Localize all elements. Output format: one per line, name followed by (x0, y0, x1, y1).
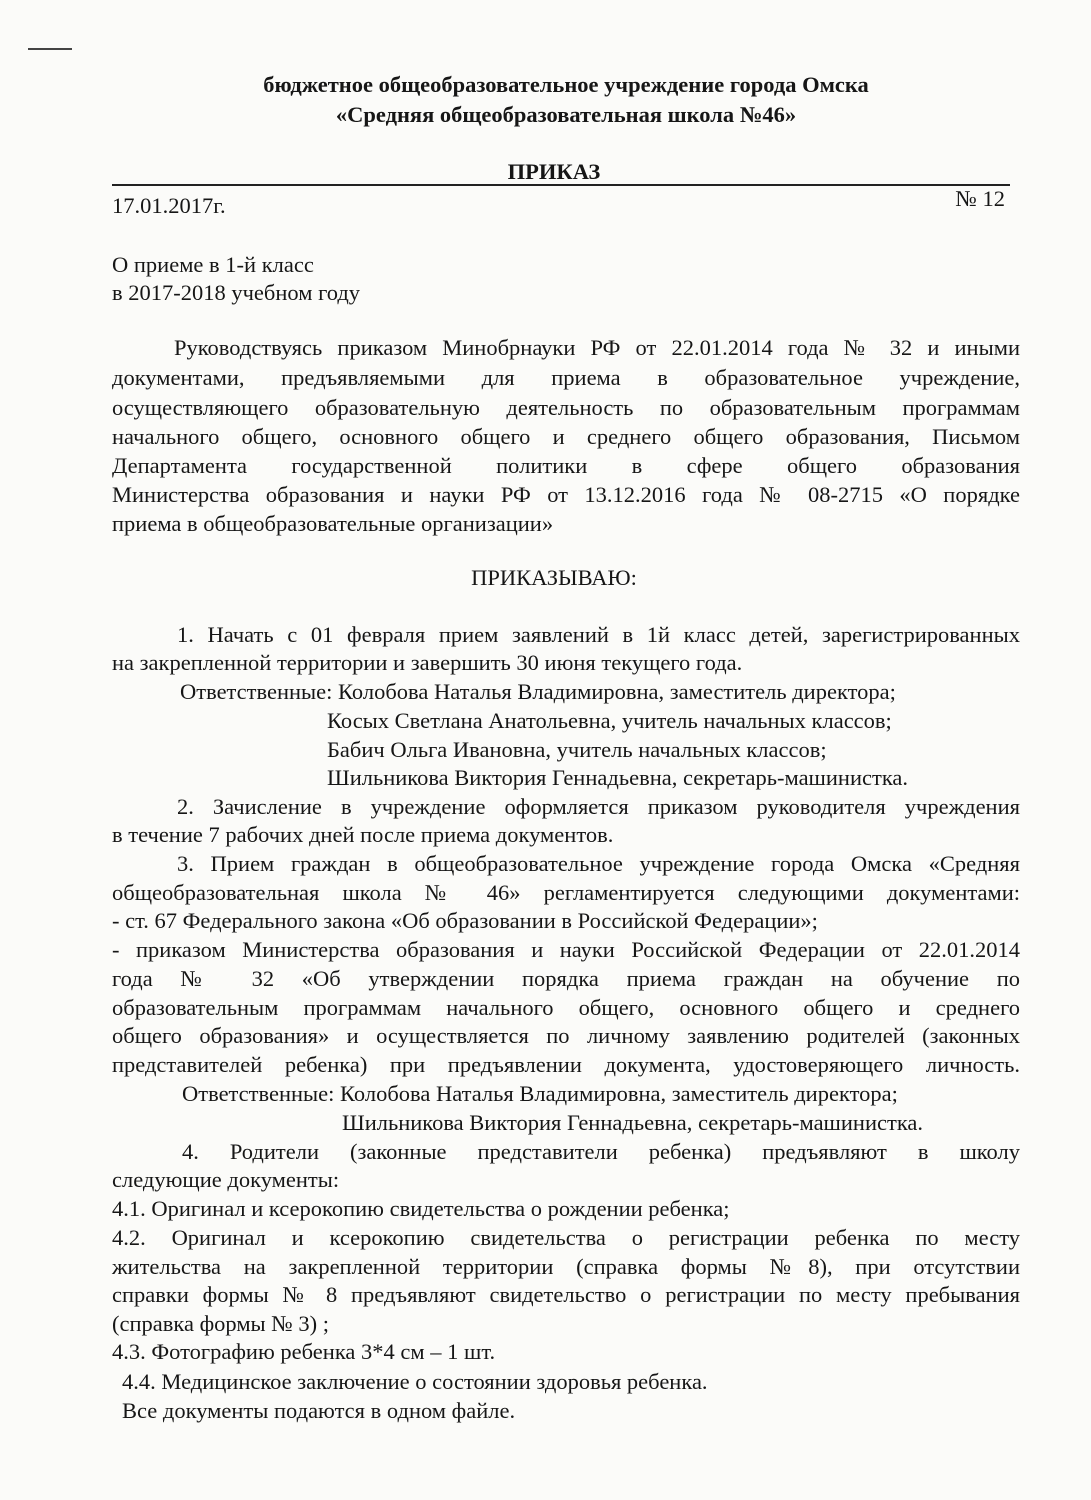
body-line: справки формы № 8 предъявляют свидетельство о регистрации по месту пребывания (112, 1282, 1020, 1307)
body-line: Косых Светлана Анатольевна, учитель начальных классов; (327, 708, 892, 733)
preamble-line: начального общего, основного общего и среднего общего образования, Письмом (112, 424, 1020, 449)
order-date: 17.01.2017г. (112, 193, 226, 218)
subject-line: О приеме в 1-й класс (112, 252, 314, 277)
org-name-line2: «Средняя общеобразовательная школа №46» (335, 102, 797, 127)
body-line: 3. Прием граждан в общеобразовательное учреждение города Омска «Средняя (177, 851, 1020, 876)
body-line: - ст. 67 Федерального закона «Об образовании в Российской Федерации»; (112, 908, 818, 933)
body-line: 1. Начать с 01 февраля прием заявлений в 1й класс детей, зарегистрированных (177, 622, 1020, 647)
body-line: - приказом Министерства образования и науки Российской Федерации от 22.01.2014 (112, 937, 1020, 962)
document-title: ПРИКАЗ (507, 159, 601, 184)
body-line: общего образования» и осуществляется по личному заявлению родителей (законных (112, 1023, 1020, 1048)
order-number: № 12 (955, 186, 1005, 211)
body-line: Шильникова Виктория Геннадьевна, секретарь-машинистка. (327, 765, 909, 790)
body-line: 2. Зачисление в учреждение оформляется приказом руководителя учреждения (177, 794, 1020, 819)
preamble-line: Департамента государственной политики в сфере общего образования (112, 453, 1020, 478)
order-word: ПРИКАЗЫВАЮ: (471, 565, 637, 590)
body-line: Все документы подаются в одном файле. (122, 1398, 516, 1423)
body-line: 4.2. Оригинал и ксерокопию свидетельства о регистрации ребенка по месту (112, 1225, 1020, 1250)
body-line: Ответственные: Колобова Наталья Владимировна, заместитель директора; (182, 1081, 898, 1106)
org-name-line1: бюджетное общеобразовательное учреждение города Омска (263, 72, 869, 97)
body-line: образовательным программам начального общего, основного общего и среднего (112, 995, 1020, 1020)
scan-mark (28, 48, 72, 50)
body-line: 4. Родители (законные представители ребенка) предъявляют в школу (182, 1139, 1020, 1164)
body-line: Бабич Ольга Ивановна, учитель начальных классов; (327, 737, 827, 762)
preamble-line: приема в общеобразовательные организации» (112, 511, 554, 536)
body-line: 4.3. Фотографию ребенка 3*4 см – 1 шт. (112, 1339, 496, 1364)
body-line: в течение 7 рабочих дней после приема документов. (112, 822, 614, 847)
preamble-line: Руководствуясь приказом Минобрнауки РФ от 22.01.2014 года № 32 и иными (174, 335, 1020, 360)
body-line: 4.4. Медицинское заключение о состоянии здоровья ребенка. (122, 1369, 708, 1394)
preamble-line: Министерства образования и науки РФ от 13.12.2016 года № 08-2715 «О порядке (112, 482, 1020, 507)
body-line: Шильникова Виктория Геннадьевна, секретарь-машинистка. (342, 1110, 924, 1135)
body-line: года № 32 «Об утверждении порядка приема граждан на обучение по (112, 966, 1020, 991)
body-line: (справка формы № 3) ; (112, 1311, 330, 1336)
preamble-line: документами, предъявляемыми для приема в образовательное учреждение, (112, 365, 1020, 390)
body-line: представителей ребенка) при предъявлении документа, удостоверяющего личность. (112, 1052, 1020, 1077)
body-line: общеобразовательная школа № 46» регламентируется следующими документами: (112, 880, 1020, 905)
header-rule (112, 184, 1010, 186)
body-line: Ответственные: Колобова Наталья Владимировна, заместитель директора; (180, 679, 896, 704)
preamble-line: осуществляющего образовательную деятельность по образовательным программам (112, 395, 1020, 420)
subject-line: в 2017-2018 учебном году (112, 280, 361, 305)
body-line: на закрепленной территории и завершить 30 июня текущего года. (112, 650, 743, 675)
body-line: 4.1. Оригинал и ксерокопию свидетельства о рождении ребенка; (112, 1196, 730, 1221)
body-line: жительства на закрепленной территории (справка формы №8), при отсутствии (112, 1254, 1020, 1279)
body-line: следующие документы: (112, 1167, 340, 1192)
